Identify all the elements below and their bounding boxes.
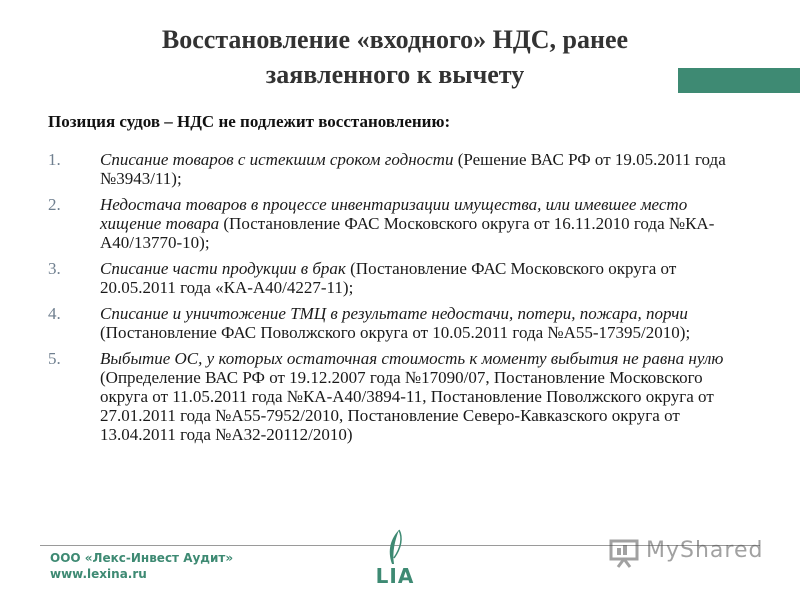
slide-title-line-2: заявленного к вычету (265, 60, 525, 89)
list-item-number: 2. (48, 195, 61, 214)
list-item-italic-text: Списание товаров с истекшим сроком годности (100, 150, 454, 169)
company-info (50, 550, 233, 582)
slide-subtitle: Позиция судов – НДС не подлежит восстановлению: (48, 112, 451, 131)
list-item (48, 195, 748, 252)
list-item (48, 150, 748, 188)
list-item (48, 349, 748, 444)
company-name: ООО «Лекс-Инвест Аудит» (50, 551, 234, 565)
logo-text: LIA (375, 564, 415, 588)
list-item-number: 3. (48, 259, 61, 278)
quill-icon (365, 528, 425, 568)
accent-bar (678, 68, 800, 93)
list-item-reference: (Постановление ФАС Поволжского округа от 10.05.2011 года №А55-17395/2010); (100, 323, 691, 342)
court-positions-list (48, 150, 748, 451)
list-item-reference: (Определение ВАС РФ от 19.12.2007 года №17090/07, Постановление Московского округа от 11.05.2011 года №КА-А40/3894-11, Постановление Поволжского округа от 27.01.2011 года №А55-7952/2010, Постановление Северо-Кавказского округа от 13.04.2011 года №А32-20112/2010) (100, 368, 714, 444)
presentation-icon (608, 538, 642, 568)
slide-title-line-1: Восстановление «входного» НДС, ранее (161, 25, 629, 54)
list-item-reference: (Решение ВАС РФ от 19.05.2011 года №3943/11); (100, 150, 726, 188)
list-item-italic-text: Списание части продукции в брак (100, 259, 346, 278)
watermark (608, 538, 768, 572)
company-website[interactable]: www.lexina.ru (50, 567, 147, 581)
list-item-reference: (Постановление ФАС Московского округа от 20.05.2011 года «КА-А40/4227-11); (100, 259, 677, 297)
list-item (48, 259, 748, 297)
list-item-italic-text: Списание и уничтожение ТМЦ в результате недостачи, потери, пожара, порчи (100, 304, 688, 323)
list-item-number: 1. (48, 150, 61, 169)
list-item-italic-text: Выбытие ОС, у которых остаточная стоимость к моменту выбытия не равна нулю (100, 349, 724, 368)
list-item-number: 5. (48, 349, 61, 368)
list-item-italic-text: Недостача товаров в процессе инвентаризации имущества, или имевшее место хищение товара (100, 195, 688, 233)
company-logo (365, 528, 425, 590)
list-item-reference: (Постановление ФАС Московского округа от 16.11.2010 года №КА-А40/13770-10); (100, 214, 715, 252)
watermark-text: MyShared (646, 538, 764, 563)
list-item-number: 4. (48, 304, 61, 323)
list-item (48, 304, 748, 342)
slide-title (95, 22, 695, 92)
